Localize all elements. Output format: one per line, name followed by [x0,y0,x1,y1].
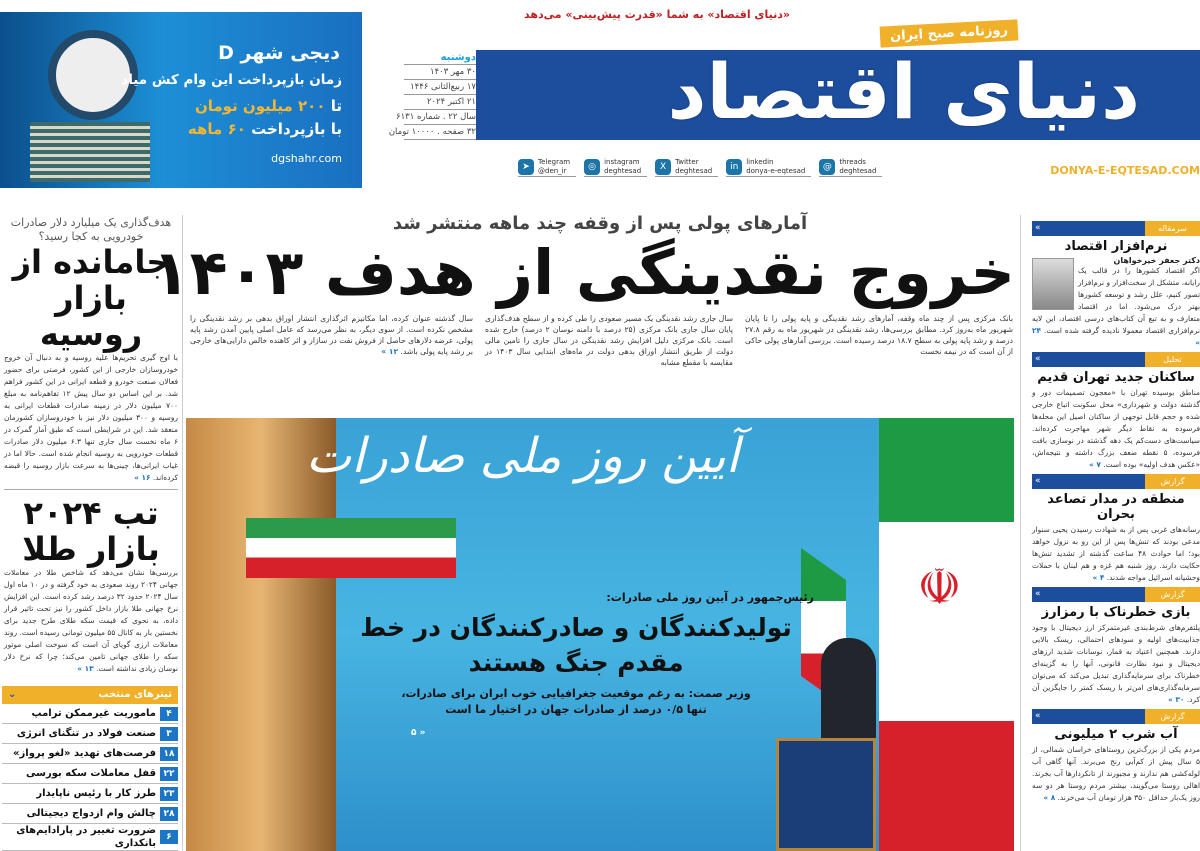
story-headline[interactable]: تب ۲۰۲۴ بازار طلا [22,494,160,568]
photo-headline[interactable]: تولیدکنندگان و صادرکنندگان در خط مقدم جنگ هستند [360,613,792,677]
lead-headline[interactable]: خروج نقدینگی از هدف ۱۴۰۳ [151,236,1015,309]
date-shamsi: ۳۰ مهر ۱۴۰۳ [404,65,476,80]
section-label [1032,352,1200,367]
right-column [1032,218,1200,804]
headline-title: صنعت فولاد در تنگنای انرژی [16,728,156,739]
story-headline[interactable]: آب شرب ۲ میلیونی [1054,727,1178,742]
masthead-slogan: «دنیای اقتصاد» به شما «قدرت پیش‌بینی» می‌دهد [524,8,790,21]
headline-item[interactable] [2,704,178,724]
social-linkedin[interactable]: in linkedin donya-e-eqtesad [726,158,811,177]
story-body: با اوج گیری تحریم‌ها علیه روسیه و به دنبال آن خروج خودروسازان خارجی از این کشور، فرصتی برای حضور فعالان صنعت خودرو و قطعه ایرانی در این کشور فراهم شد. بر این اساس دو سال پیش ۱۲ تفاهم‌نامه به مبلغ ۷۰۰ میلیون دلار در زمینه صادرات قطعات ایرانی به روسیه و ۳۰۰ میلیون دلار نیز با خودروسازان کشورمان منعقد شد. این در شرایطی است که طبق آمار گمرک در ۶ ماه نخست سال جاری تنها ۶.۳ میلیون دلار صادرات قطعات خودرویی به روسیه انجام شده است. حالا اما در غیاب ایرانی‌ها، چینی‌ها به سرعت بازار روسیه را قبضه کرده‌اند. ۱۶ » [4,353,178,482]
chevrons-icon: « [1032,352,1145,367]
page-ref[interactable]: ۴ » [1092,573,1105,582]
flag-ribbon [246,518,456,578]
page-number: ۳ [160,727,178,741]
emblem-icon: ☫ [917,558,962,616]
chevrons-icon: « [1032,587,1145,602]
divider [4,489,178,490]
headline-title: چالش وام ازدواج دیجیتالی [26,808,156,819]
analysis [1032,352,1200,471]
issue-date-box [388,50,476,140]
social-links [518,158,1042,177]
section-name: سرمقاله [1145,221,1200,236]
section-name: گزارش [1145,709,1200,724]
photo-subhead: وزیر صمت: به رغم موقعیت جغرافیایی خوب ایران برای صادرات، تنها ۰/۵ درصد از صادرات جهان در اختیار ما است [401,687,751,716]
ad-line-1: زمان بازپرداخت این وام کش میاد [121,72,342,88]
website-url[interactable]: DONYA-E-EQTESAD.COM [1050,164,1200,177]
page-ref[interactable]: ۳۰ » [1168,695,1185,704]
page-ref[interactable]: ۱۶ » [134,473,151,482]
lead-column-1: بانک مرکزی پس از چند ماه وقفه، آمارهای رشد نقدینگی و پایه پولی را تا پایان شهریور ماه به‌روز کرد. مطابق بررسی‌ها، رشد نقدینگی در شهریور ماه به رقم ۲۷.۸ درصد و رشد پایه پولی به سطح ۱۸.۷ درصد رسیده است. بررسی آمارهای پولی حاکی از آن است که در نیمه نخست [745,314,1013,356]
section-label [1032,221,1200,236]
page-number: ۲۸ [160,807,178,821]
social-telegram[interactable]: ➤ Telegram @den_ir [518,158,576,177]
story-headline[interactable]: جامانده از بازار روسیه [12,243,170,353]
page-ref[interactable]: ۵ » [411,728,426,738]
section-name: گزارش [1145,587,1200,602]
editorial [1032,221,1200,349]
podium [776,738,876,851]
headline-title: ماموریت غیرممکن ترامپ [31,708,156,719]
headline-title: ضرورت تغییر در پارادایم‌های بانکداری [16,825,156,849]
lead-column-2: سال جاری رشد نقدینگی یک مسیر صعودی را طی کرده و از سطح هدف‌گذاری پایان سال جاری بانک مرکزی (۲۵ درصد با دامنه نوسان ۲ درصد) خارج شده است. بانک مرکزی دلیل افزایش رشد نقدینگی در سال جاری را تامین مالی دولت از طریق انتشار اوراق بدهی دولت در ماه‌های ابتدایی سال ۱۴۰۳ در مقایسه با مقطع مشابه [485,314,733,367]
ad-line-2: تا ۲۰۰ میلیون تومان [194,97,342,115]
iran-flag [879,418,1014,851]
story-headline[interactable]: بازی خطرناک با رمزارز [1041,605,1191,620]
section-name: تحلیل [1145,352,1200,367]
photo-kicker: رئیس‌جمهور در آیین روز ملی صادرات: [606,591,814,604]
headline-item[interactable] [2,724,178,744]
divider [182,215,183,851]
ad-url[interactable]: dgshahr.com [271,152,342,165]
headline-title: قفل معاملات سکه بورسی [26,768,156,779]
section-label [1032,709,1200,724]
chevrons-icon: « [1032,221,1145,236]
masthead-tagline: روزنامه صبح ایران [880,19,1019,47]
dgshahr-logo-icon: D [218,42,234,64]
story-headline[interactable]: نرم‌افزار اقتصاد [1064,239,1168,254]
report [1032,709,1200,804]
weekday: دوشنبه [404,50,476,65]
selected-headlines [2,682,178,851]
lead-column-3: سال گذشته عنوان کرده، اما مکانیزم اثرگذاری انتشار اوراق بدهی بر رشد نقدینگی را مشخص نکرده است. از سوی دیگر، به نظر می‌رسد که عامل اصلی پایین آمدن رشد پایه پولی، عرضه دلارهای حاصل از فروش نفت در سازار و اثر کاهنده خالص دارایی‌های خارجی بر رشد پایه پولی باشد. ۱۲ » [190,314,473,356]
headline-title: طرز کار با رئیس ناپایدار [36,788,156,799]
story-body: اگر اقتصاد کشورها را در قالب یک رایانه، متشکل از سخت‌افزار و نرم‌افزار تصور کنیم، علل رشد و توسعه کشورها بهتر درک می‌شود. اما در اقتصاد متعارف و به تبع آن کتاب‌های درسی اقتصاد، این لایه نرم‌افزاری اقتصاد معمولا نادیده گرفته شده است. ۲۴ » [1032,266,1200,347]
report [1032,587,1200,706]
issue-price: ۳۲ صفحه . ۱۰۰۰۰ تومان [404,125,476,140]
headline-item[interactable] [2,824,178,851]
left-column [4,216,178,851]
linkedin-icon: in [726,159,742,175]
chevron-down-icon: ⌄ [8,689,17,700]
page-number: ۱۸ [160,747,178,761]
page-number: ۲۲ [160,767,178,781]
page-ref[interactable]: ۸ » [1043,793,1056,802]
story-body: مردم یکی از بزرگ‌ترین روستاهای خراسان شمالی، از ۵ سال پیش از کم‌آبی رنج می‌برند. آنها گاهی آب لوله‌کشی هم ندارند و مجبورند از تانکردارها آب بخرند. اهالی روستا می‌گویند، بیشتر مردم روستا هر دو سه روز یک‌بار حداقل ۳۵۰ هزار تومان آب می‌خرند. ۸ » [1032,745,1200,802]
newspaper-logo: دنیای اقتصاد [667,47,1140,136]
x-icon: X [655,159,671,175]
page-ref[interactable]: ۱۲ » [381,347,399,356]
story-headline[interactable]: ساکنان جدید تهران قدیم [1037,370,1195,385]
report [1032,474,1200,584]
speaker [821,638,876,748]
section-label [1032,587,1200,602]
selected-headlines-title: تیترهای منتخب ⌄ [2,686,178,704]
story-body: مناطق بوسیده تهران با «معجون تصمیمات دور و گذشته دولت و شهرداری» محل سکونت اتباع خارجی شده و حجم قابل توجهی از ساکنان اصیل این محله‌ها فرسوده به نقاط دیگر شهر مهاجرت کرده‌اند. سیاست‌های دست‌کم یک دهه گذشته در نوسازی بافت فرسوده، ۵ نقطه ضعف بزرگ داشته و نتیجه‌اش، «عکس هدف اولیه» بوده است. ۷ » [1032,388,1200,469]
money-stack-image [30,122,150,182]
ad-brand: دیجی شهر D [218,42,340,64]
ad-line-3: با بازپرداخت ۶۰ ماهه [187,120,342,138]
headline-item[interactable] [2,804,178,824]
photo-banner-text: آیین روز ملی صادرات [306,428,740,484]
story-body: پلتفرم‌های شرط‌بندی غیرمتمرکز ارز دیجیتال با وجود جذابیت‌های اولیه و سودهای احتمالی، ریسک بالایی دارند. همچنین اعتیاد به قمار، نوسانات شدید ارزهای دیجیتال و نبود نظارت قانونی، آنها را به گزینه‌ای خطرناک برای سرمایه‌گذاری تبدیل می‌کند که می‌توان سرمایه‌گذاری‌های امن‌تر با ریسک کمتر را جایگزین آن کرد. ۳۰ » [1032,623,1200,704]
lead-kicker: آمارهای پولی پس از وقفه چند ماهه منتشر شد [392,213,808,234]
instagram-icon: ◎ [584,159,600,175]
page-ref[interactable]: ۱۳ » [77,664,94,673]
telegram-icon: ➤ [518,159,534,175]
advertisement-banner[interactable] [0,12,362,188]
section-name: گزارش [1145,474,1200,489]
page-number: ۴ [160,707,178,721]
social-threads[interactable]: @ threads deghtesad [819,158,882,177]
headline-title: فرصت‌های تهدید «لغو پرواز» [13,748,156,759]
chevrons-icon: « [1032,709,1145,724]
date-gregorian: ۲۱ اکتبر ۲۰۲۴ [404,95,476,110]
author-name: دکتر جعفر خیرخواهان [1113,256,1200,265]
headline-item[interactable] [2,744,178,764]
headline-item[interactable] [2,784,178,804]
divider [1020,215,1021,851]
page-ref[interactable]: ۷ » [1089,460,1101,469]
issue-number: سال ۲۲ . شماره ۶۱۳۱ [404,110,476,125]
page-number: ۲۳ [160,787,178,801]
story-body: رسانه‌های غربی پس از به شهادت رسیدن یحیی سنوار مدعی بودند که تنش‌ها پس از این رو به نزول خواهد بود؛ اما حوادث ۴۸ ساعت گذشته از تشدید تنش‌ها حکایت دارند. روز شنبه هم غزه و هم لبنان با حملات وحشیانه اسرائیل مواجه شدند. ۴ » [1032,525,1200,582]
page-ref[interactable]: ۲۴ » [1032,326,1200,347]
story-body: بررسی‌ها نشان می‌دهد که شاخص طلا در معاملات جهانی ۲۰۲۴ روند صعودی به خود گرفته و در ۱۰ ماه اول سال ۲۰۲۴ حدود ۳۲ درصد رشد کرده است. این افزایش نرخ جهانی طلا بازار داخل کشور را نیز تحت تاثیر قرار داده، به نحوی که قیمت سکه طلای طرح جدید برای نخستین بار به کانال ۵۵ میلیون تومانی رسیده است. روند معاملات ارزی گویای آن است که سوخت اصلی موتور سکه را طلای جهانی تامین می‌کند؛ چرا که نرخ دلار نوسان زیادی نداشته است. ۱۳ » [4,568,178,673]
story-headline[interactable]: منطقه در مدار تصاعد بحران [1047,492,1185,522]
chevrons-icon: « [1032,474,1145,489]
threads-icon: @ [819,159,835,175]
social-instagram[interactable]: ◎ instagram deghtesad [584,158,647,177]
page-number: ۶ [160,830,178,844]
date-hijri: ۱۷ ربیع‌الثانی ۱۴۴۶ [404,80,476,95]
lead-photo [186,418,1014,851]
story-kicker: هدف‌گذاری یک میلیارد دلار صادرات خودرویی به کجا رسید؟ [10,216,172,243]
headline-item[interactable] [2,764,178,784]
section-label [1032,474,1200,489]
social-x[interactable]: X Twitter deghtesad [655,158,718,177]
author-photo [1032,258,1074,310]
